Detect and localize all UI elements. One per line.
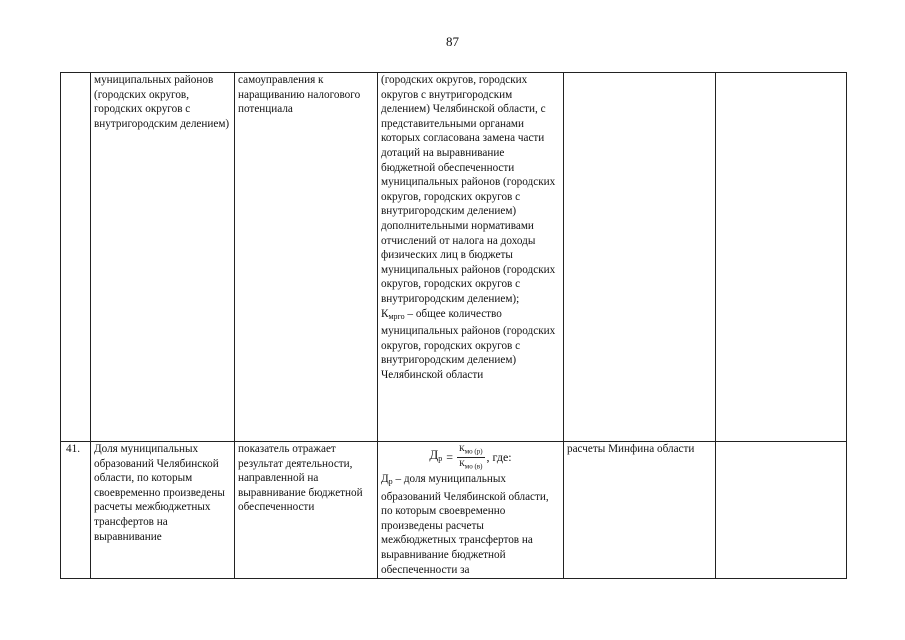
formula-denominator: $К_{мо (в)}$ — [459, 457, 483, 471]
table-row — [61, 442, 847, 579]
indicator-name-cell: муниципальных районов (городских округов, городских округов с внутригородским делением) — [91, 73, 235, 442]
formula — [381, 442, 560, 472]
k-symbol: К — [381, 307, 389, 320]
dp-symbol: Д — [381, 473, 389, 485]
calculation-text: (городских округов, городских округов с внутригородским делением) Челябинской области, с представительными органами которых согласована замена части дотаций на выравнивание бюджетной обеспеченности муниципальных районов (городских округов, городских округов с внутригородским делением) дополнительными нормативами отчислений от налога на доходы физических лиц в бюджеты муниципальных районов (городских округов, городских округов с внутригородским делением); — [381, 74, 556, 305]
data-source-cell: расчеты Минфина области — [564, 442, 716, 579]
row-number-cell: 41. — [61, 442, 91, 579]
k-definition: – общее количество муниципальных районов (городских округов, городских округов с внутригородским делением) Челябинской области — [381, 307, 556, 381]
table-row — [61, 73, 847, 442]
formula-numerator: $К_{мо (р)}$ — [459, 442, 483, 456]
calculation-method-cell — [378, 442, 564, 579]
indicator-table-grid — [60, 72, 847, 579]
row-number-cell — [61, 73, 91, 442]
k-subscript: мрго — [388, 311, 405, 321]
formula-where: , где: — [486, 449, 512, 464]
extra-cell — [716, 442, 847, 579]
formula-lhs: Др — [429, 446, 443, 463]
formula-fraction — [457, 443, 485, 471]
data-source-cell — [564, 73, 716, 442]
page-number: 87 — [446, 34, 459, 49]
indicator-name-cell: Доля муниципальных образований Челябинской области, по которым своевременно произведены расчеты межбюджетных трансфертов на выравнивание — [91, 442, 235, 579]
indicator-table — [60, 72, 846, 578]
indicator-description-cell: показатель отражает результат деятельности, направленной на выравнивание бюджетной обеспеченности — [235, 442, 378, 579]
dp-subscript: р — [388, 477, 393, 486]
calculation-method-cell — [378, 73, 564, 442]
dp-definition: – доля муниципальных образований Челябинской области, по которым своевременно произведены расчеты межбюджетных трансфертов на выравнивание бюджетной обеспеченности за — [381, 473, 549, 576]
extra-cell — [716, 73, 847, 442]
indicator-description-cell: самоуправления к наращиванию налогового потенциала — [235, 73, 378, 442]
equals-sign: = — [446, 449, 454, 464]
